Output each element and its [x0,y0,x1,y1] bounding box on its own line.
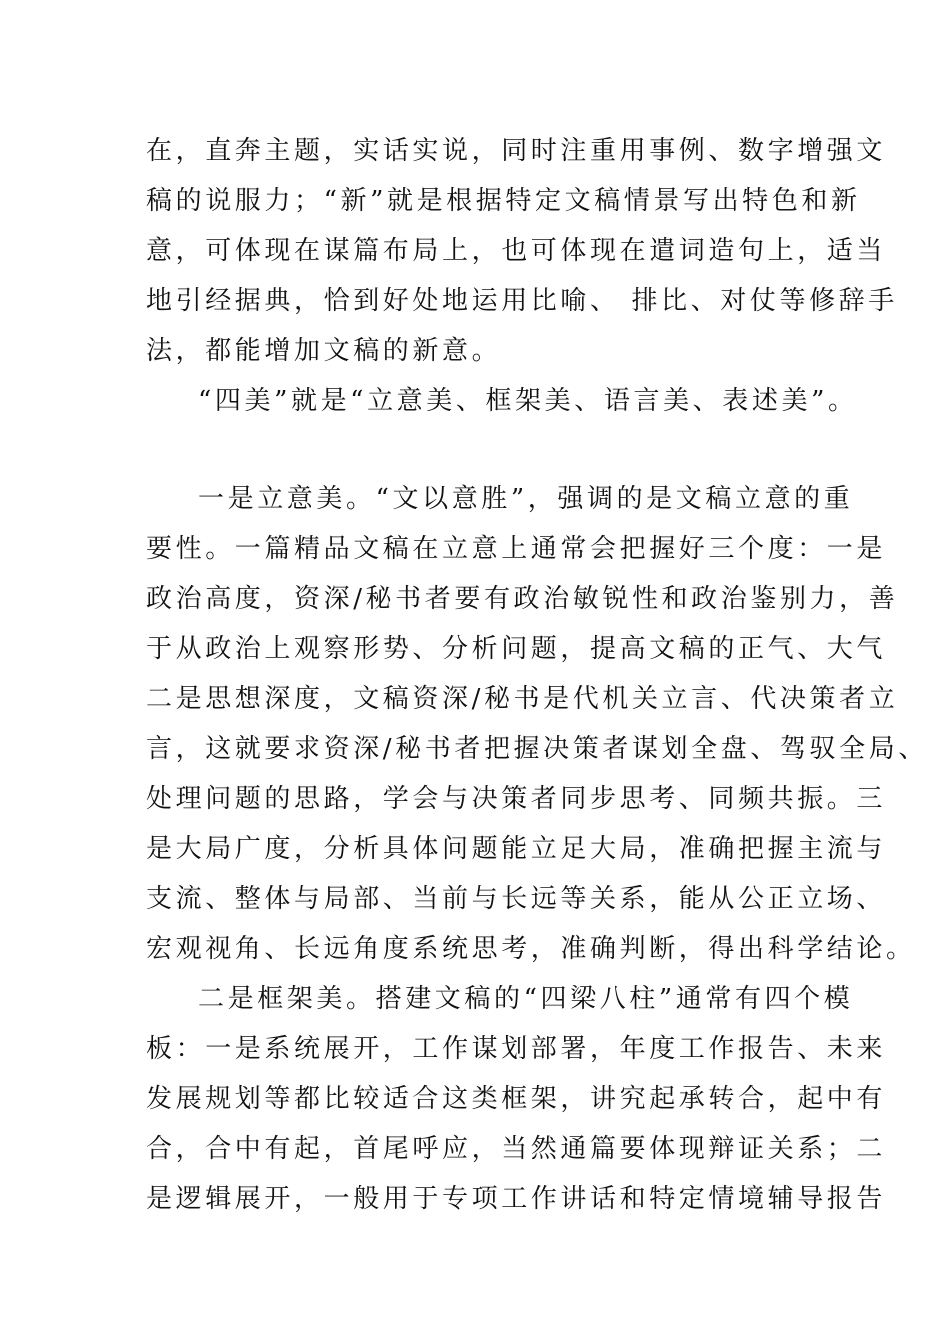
text-line: 宏观视角、长远角度系统思考，准确判断，得出科学结论。 [146,934,916,964]
text-line: 政治高度，资深/秘书者要有政治敏锐性和政治鉴别力，善 [146,584,899,614]
text-line: 合，合中有起，首尾呼应，当然通篇要体现辩证关系；二 [146,1134,887,1164]
text-line: 稿的说服力；“新”就是根据特定文稿情景写出特色和新 [146,186,861,216]
text-line: 地引经据典，恰到好处地运用比喻、 排比、对仗等修辞手 [146,286,898,316]
paragraph-summary: “四美”就是“立意美、框架美、语言美、表述美”。 [198,386,858,416]
text-line: 意，可体现在谋篇布局上，也可体现在遣词造句上，适当 [146,236,887,266]
text-line: 于从政治上观察形势、分析问题，提高文稿的正气、大气 [146,634,887,664]
text-line: 支流、整体与局部、当前与长远等关系，能从公正立场、 [146,884,887,914]
text-line: 法，都能增加文稿的新意。 [146,336,502,366]
text-line: 在，直奔主题，实话实说，同时注重用事例、数字增强文 [146,136,887,166]
text-line: 发展规划等都比较适合这类框架，讲究起承转合，起中有 [146,1084,887,1114]
text-line: 言，这就要求资深/秘书者把握决策者谋划全盘、驾驭全局、 [146,734,928,764]
text-line: 要性。一篇精品文稿在立意上通常会把握好三个度：一是 [146,534,887,564]
text-line: 处理问题的思路，学会与决策者同步思考、同频共振。三 [146,784,887,814]
paragraph-start-line: 一是立意美。“文以意胜”，强调的是文稿立意的重 [198,484,854,514]
text-line: 板：一是系统展开，工作谋划部署，年度工作报告、未来 [146,1034,887,1064]
text-line: 是逻辑展开，一般用于专项工作讲话和特定情境辅导报告 [146,1184,887,1214]
text-line: 是大局广度，分析具体问题能立足大局，准确把握主流与 [146,834,887,864]
paragraph-start-line: 二是框架美。搭建文稿的“四梁八柱”通常有四个模 [198,984,854,1014]
text-line: 二是思想深度，文稿资深/秘书是代机关立言、代决策者立 [146,684,899,714]
